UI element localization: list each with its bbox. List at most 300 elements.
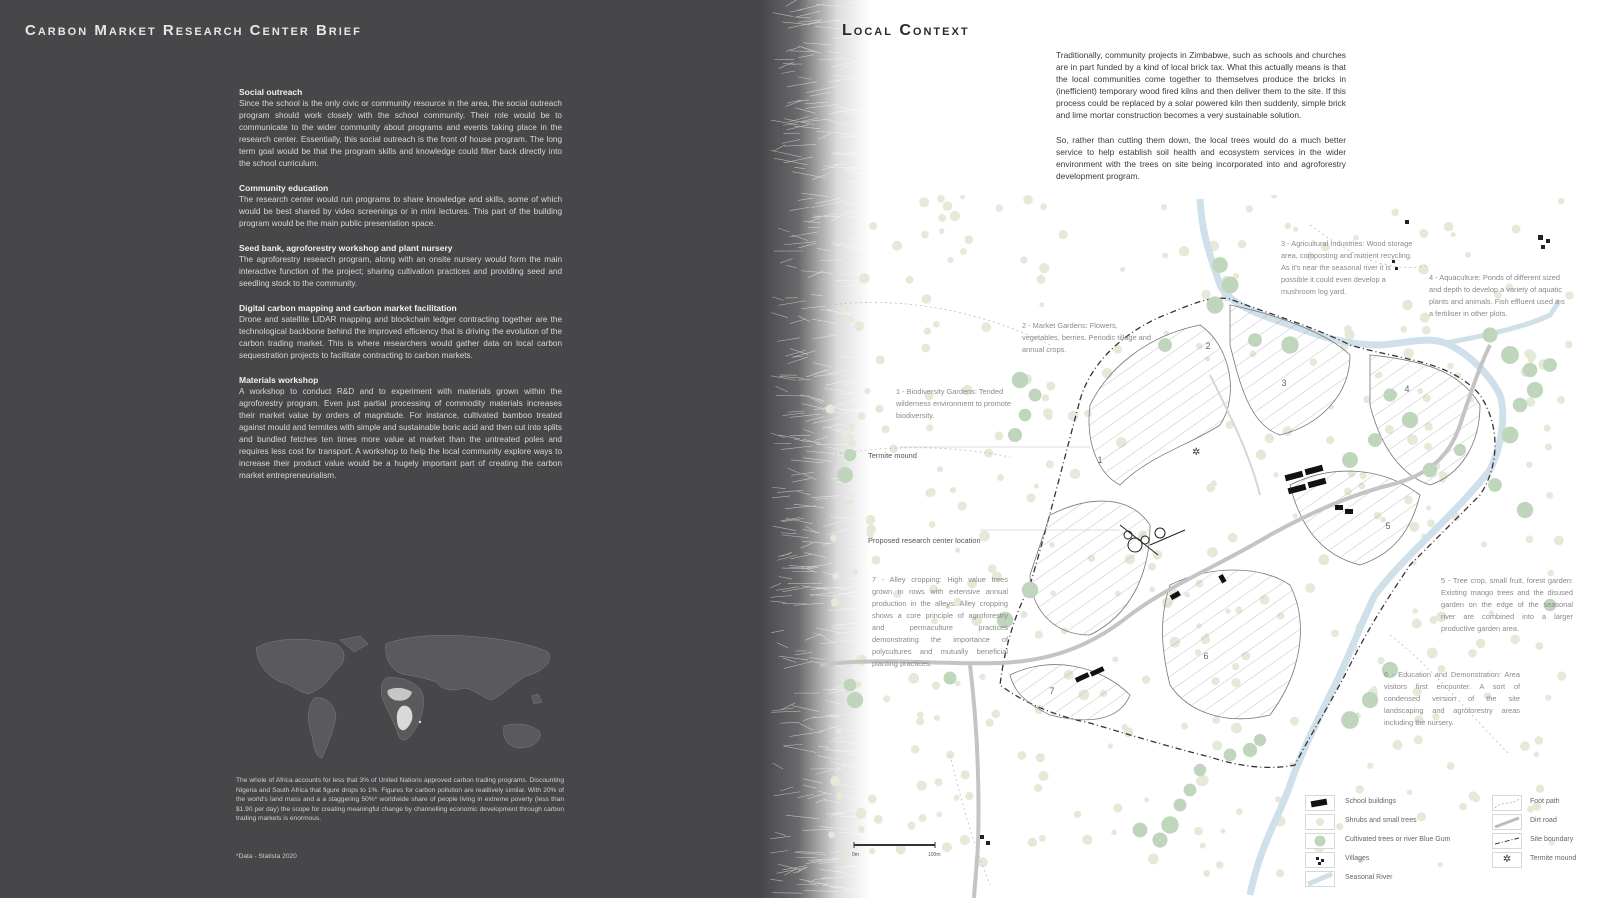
shrub [919, 197, 929, 207]
shrub [1444, 222, 1454, 232]
shrub [1036, 753, 1045, 762]
shrub [1290, 717, 1299, 726]
shrub [1161, 204, 1167, 210]
cultivated-tree [1543, 358, 1557, 372]
shrub [1265, 434, 1275, 444]
cultivated-tree [1248, 333, 1262, 347]
shrub [1200, 843, 1206, 849]
shrub [1074, 811, 1081, 818]
shrub [1409, 522, 1419, 532]
shrub [1377, 657, 1384, 664]
cultivated-tree [1243, 743, 1257, 757]
shrub [937, 466, 943, 472]
shrub [1557, 671, 1566, 680]
legend-label: Foot path [1530, 798, 1560, 805]
shrub [843, 432, 854, 443]
shrub [1326, 436, 1334, 444]
shrub [1181, 723, 1188, 730]
shrub [1039, 302, 1044, 307]
shrub [1108, 743, 1113, 748]
shrub [1149, 587, 1155, 593]
shrub [1481, 541, 1487, 547]
shrub [1148, 854, 1159, 865]
context-paragraph: So, rather than cutting them down, the local trees would do a much better service to help establish soil health and ecosystem services in the wider environment with the trees on site being incorporated into and agroforestry development program. [1056, 135, 1346, 181]
shrub [965, 792, 973, 800]
shrub [1402, 300, 1413, 311]
shrub [1468, 649, 1477, 658]
shrub [918, 814, 926, 822]
zone-number: 3 [1281, 378, 1287, 388]
shrub [1318, 554, 1329, 565]
shrub [883, 695, 890, 702]
section-heading: Digital carbon mapping and carbon market facilitation [239, 303, 457, 313]
context-text [1056, 49, 1346, 195]
shrub [1035, 631, 1043, 639]
shrub [1231, 723, 1242, 734]
shrub [942, 842, 952, 852]
shrub [871, 555, 880, 564]
shrub [1412, 619, 1422, 629]
cultivated-tree [1517, 502, 1533, 518]
shrub [846, 499, 853, 506]
shrub [1426, 505, 1431, 510]
legend-label: Villages [1345, 855, 1370, 862]
shrub [1404, 348, 1414, 358]
shrub [907, 822, 915, 830]
shrub [995, 432, 1004, 441]
shrub [992, 710, 1000, 718]
shrub [1344, 330, 1354, 340]
map-legend [1305, 795, 1595, 895]
building-blocks-icon [1305, 795, 1335, 811]
shrub [1558, 198, 1565, 205]
shrub [831, 598, 840, 607]
site-boundary-icon [1492, 833, 1522, 849]
cultivated-tree [1029, 389, 1042, 402]
shrub [943, 201, 953, 211]
shrub [869, 848, 875, 854]
cultivated-tree [837, 467, 853, 483]
shrub [1179, 246, 1189, 256]
cultivated-tree [1523, 363, 1538, 378]
shrub [955, 681, 961, 687]
shrub [926, 424, 933, 431]
cultivated-tree [1194, 764, 1206, 776]
shrub [830, 776, 841, 787]
shrub [1203, 870, 1210, 877]
shrub [882, 425, 890, 433]
cultivated-tree [1174, 799, 1187, 812]
cultivated-tree [1501, 346, 1519, 364]
section-heading: Materials workshop [239, 375, 319, 385]
cultivated-tree [1341, 711, 1359, 729]
cultivated-tree [1254, 734, 1266, 746]
shrub [828, 831, 835, 838]
zone-number: 2 [1205, 341, 1211, 351]
shrub [1046, 460, 1054, 468]
shrub [1451, 232, 1456, 237]
shrub [936, 812, 942, 818]
shrub [858, 412, 866, 420]
shrub [979, 531, 990, 542]
shrub [1273, 472, 1278, 477]
shrub [1111, 830, 1117, 836]
shrub [1162, 253, 1168, 259]
zone-number: 7 [1049, 686, 1055, 696]
shrub [1034, 784, 1042, 792]
shrub [934, 715, 940, 721]
shrub [1536, 785, 1544, 793]
label-market-gardens: 2 - Market Gardens: Flowers, vegetables, berries. Periodic tillage and annual crops. [1022, 321, 1152, 354]
cultivated-tree [1488, 478, 1502, 492]
shrub [1430, 616, 1438, 624]
shrub [1331, 630, 1339, 638]
shrub [1144, 797, 1149, 802]
shrub [1276, 869, 1284, 877]
shrub [1042, 394, 1049, 401]
shrub [1045, 412, 1053, 420]
cultivated-tree [944, 672, 957, 685]
cultivated-tree [1502, 427, 1519, 444]
shrub [1039, 771, 1049, 781]
shrub [875, 405, 883, 413]
cultivated-tree [847, 692, 863, 708]
shrub [955, 547, 960, 552]
zone-number: 1 [1097, 455, 1103, 465]
shrub [960, 835, 970, 845]
legend-label: Seasonal River [1345, 874, 1393, 881]
footpath-icon [1492, 795, 1522, 811]
shrub [1465, 252, 1471, 258]
section-heading: Seed bank, agroforestry workshop and plant nursery [239, 243, 453, 253]
label-tree-crop: 5 - Tree crop, small fruit, forest garden: Existing mango trees and the disused garden on the edge of the seasonal river are combined into a larger productive garden area. [1441, 576, 1573, 633]
cultivated-tree [1362, 692, 1378, 708]
shrub [1544, 425, 1551, 432]
legend-label: Termite mound [1530, 855, 1577, 862]
shrub [869, 222, 877, 230]
brief-sections [239, 86, 562, 494]
shrub [1427, 648, 1438, 659]
shrub [1212, 716, 1220, 724]
shrub [1228, 533, 1238, 543]
shrub [1082, 835, 1092, 845]
shrub [1528, 357, 1534, 363]
shrub [859, 273, 869, 283]
shrub [1023, 195, 1033, 205]
cultivated-tree [1022, 582, 1038, 598]
shrub [1400, 326, 1407, 333]
shrub [921, 231, 929, 239]
cultivated-tree [1161, 816, 1178, 833]
shrub [1211, 480, 1217, 486]
section-body: Drone and satellite LIDAR mapping and blockchain ledger contracting together are the technological backbone behind the improved efficiency that is driving the evolution of the carbon trading market. This is where researchers would gather data on local carbon sequestration projects to facilitate contracting to carbon markets. [239, 315, 562, 360]
section-body: Since the school is the only civic or community resource in the area, the social outreach program should work closely with the school community. Their role would be to communicate to the wider community about programs and events taking place in the research center. Essentially, this social outreach is the front of house program. The long term goal would be that the program skills and knowledge could filter back directly into the school curriculum. [239, 99, 562, 168]
shrub [921, 344, 930, 353]
shrub [876, 355, 885, 364]
shrub [981, 322, 991, 332]
cultivated-tree [844, 679, 857, 692]
shrub [1393, 740, 1403, 750]
shrub [932, 681, 940, 689]
shrub [950, 487, 956, 493]
shrub [1034, 484, 1039, 489]
shrub [958, 501, 967, 510]
shrub [1148, 563, 1156, 571]
scale-start: 0m [852, 852, 859, 858]
shrub [929, 521, 936, 528]
shrub [937, 195, 945, 203]
africa-footnote: The whole of Africa accounts for less that 3% of United Nations approved carbon trading programs. Discounting Nigeria and South Africa that figure drops to 1%. Figures for carbon pollution are realitively similar. With 20% of the world's land mass and a a staggering 50%* worldwide share of people living in extreme poverty (less than $1.90 per day) the scope for creating meaningful change by channelling economic development through carbon trading markets is enormous. [236, 777, 564, 823]
section-seed-bank [239, 242, 562, 290]
cultivated-tree [1513, 398, 1528, 413]
shrub [835, 728, 841, 734]
shrub [1070, 469, 1080, 479]
shrub [1512, 225, 1521, 234]
shrub [922, 294, 932, 304]
legend-label: Site boundary [1530, 836, 1574, 843]
shrub [935, 778, 943, 786]
shrub [855, 808, 866, 819]
shrub [1027, 493, 1036, 502]
dirt-road-icon [1492, 814, 1522, 830]
shrub [1391, 209, 1398, 216]
shrub [1363, 396, 1370, 403]
cultivated-tree [1152, 832, 1167, 847]
cultivated-tree [1368, 433, 1382, 447]
shrub [1246, 205, 1253, 212]
context-title: Local Context [842, 22, 970, 39]
zone-number: 5 [1385, 521, 1391, 531]
cultivated-tree [1527, 382, 1543, 398]
shrub [848, 424, 854, 430]
village-icon [1305, 852, 1335, 868]
shrub [964, 235, 973, 244]
shrub [917, 781, 927, 791]
section-materials-workshop [239, 374, 562, 482]
shrub [946, 751, 954, 759]
shrub [1422, 326, 1431, 335]
label-agricultural-industries: 3 - Agricultural Industries: Wood storage area, composting and nutrient recycling. As it's near the seasonal river it is possible it could even develop a mushroom log yard. [1281, 239, 1413, 296]
shrub [1526, 461, 1532, 467]
shrub [933, 321, 940, 328]
label-alley-cropping: 7 - Alley cropping: High value trees grown in rows with extensive annual production in the alleys. Alley cropping shows a core principle of agroforestry and permaculture practices demonstrating the importance of polycultures and mutually beneficial planting practices. [872, 575, 1008, 668]
shrub [1355, 785, 1363, 793]
shrub [864, 388, 870, 394]
shrub [1142, 675, 1150, 683]
shrub [960, 248, 967, 255]
shrub [1526, 535, 1534, 543]
cultivated-tree [1423, 463, 1437, 477]
shrub [1271, 195, 1277, 199]
cultivated-tree [1402, 412, 1418, 428]
context-paragraph: Traditionally, community projects in Zimbabwe, such as schools and churches are in part funded by a kind of local brick tax. What this actually means is that the local communities come together to themselves produce the bricks in (inefficient) temporary wood fired kilns and then deliver them to the site. If this process could be replaced by a solar powered kiln then suddenly, simple brick and lime mortar construction becomes a very sustainable solution. [1056, 50, 1346, 120]
termite-mound-icon: ✲ [1192, 447, 1201, 458]
shrub [924, 328, 931, 335]
shrub [1447, 762, 1455, 770]
shrub [1039, 263, 1049, 273]
shrub [858, 826, 865, 833]
shrub [1198, 775, 1209, 786]
cultivated-tree [1482, 327, 1497, 342]
data-source: *Data - Statista 2020 [236, 853, 297, 860]
shrub [1112, 656, 1118, 662]
shrub [1113, 803, 1122, 812]
shrub [1201, 290, 1211, 300]
shrub [840, 242, 846, 248]
shrub [866, 515, 876, 525]
shrub [1017, 751, 1026, 760]
shrub [1285, 223, 1291, 229]
shrub [1534, 752, 1539, 757]
shrub [979, 674, 985, 680]
shrub [1546, 492, 1553, 499]
shrub [1216, 861, 1224, 869]
shrub [1554, 536, 1564, 546]
legend-label: Shrubs and small trees [1345, 817, 1417, 824]
cultivated-tree [1008, 428, 1022, 442]
shrub [1220, 829, 1225, 834]
label-aquaculture: 4 - Aquaculture: Ponds of different sized and depth to develop a variety of aquatic plants and animals. Fish effluent used a s a fertiliser in other plots. [1429, 273, 1565, 318]
section-body: A workshop to conduct R&D and to experiment with materials grown within the agroforestry program. Even just partial processing of commodity materials increases their market value by orders of magnitude. For instance, cultivated bamboo treated against mould and termites with simple and sustainable boric acid and then cut into splits and bundled fetches ten times more value at market than the untreated poles and requires less cost for transport. A workshop to help the local community explore ways to increase their product value would be a hugely important part of creating the carbon market entrepreneurialism. [239, 387, 562, 480]
cultivated-tree [1184, 784, 1197, 797]
label-research-center: Proposed research center location [868, 536, 981, 545]
shrub [961, 770, 970, 779]
shrub [1194, 827, 1203, 836]
shrub [843, 851, 851, 859]
shrub [1120, 267, 1125, 272]
section-heading: Community education [239, 183, 329, 193]
shrub [960, 195, 965, 199]
section-body: The research center would run programs to share knowledge and skills, some of which would be best shared by video screenings or in mini lectures. This part of the building program would be the main public presentation space. [239, 195, 562, 228]
cultivated-tree [1342, 452, 1358, 468]
shrub [1367, 762, 1373, 768]
shrub [1418, 264, 1428, 274]
shrub [854, 321, 864, 331]
world-map-illustration [236, 630, 564, 768]
shrub [830, 534, 837, 541]
shrub [1238, 240, 1246, 248]
section-heading: Social outreach [239, 87, 303, 97]
cultivated-tree [1454, 444, 1466, 456]
cultivated-tree [1133, 823, 1148, 838]
section-digital-carbon [239, 302, 562, 362]
shrub [927, 488, 936, 497]
zone-number: 6 [1203, 651, 1209, 661]
shrub [916, 717, 924, 725]
river-icon [1305, 871, 1335, 887]
shrub [954, 795, 960, 801]
shrub [1510, 635, 1520, 645]
shrub [1040, 203, 1047, 210]
brief-panel [0, 0, 790, 898]
shrub [996, 204, 1004, 212]
shrub [950, 211, 960, 221]
shrub [1545, 695, 1551, 701]
shrub [1412, 608, 1418, 614]
shrub [1535, 642, 1543, 650]
cultivated-tree [1224, 749, 1237, 762]
shrub [1447, 363, 1454, 370]
shrub [852, 569, 858, 575]
shrub [1124, 727, 1134, 737]
shrub [868, 794, 877, 803]
shrub [1305, 583, 1315, 593]
shrub [1557, 396, 1565, 404]
shrub-icon [1305, 814, 1335, 830]
shrub [986, 719, 994, 727]
shrub [917, 711, 924, 718]
shrub [1419, 229, 1428, 238]
shrub [892, 241, 902, 251]
shrub [1039, 835, 1046, 842]
cultivated-tree [1212, 257, 1228, 273]
legend-label: School buildings [1345, 798, 1396, 805]
shrub [1476, 639, 1486, 649]
section-community-education [239, 182, 562, 230]
label-education: 6 - Education and Demonstration: Area visitors first encounter. A sort of condensed version of the site landscaping and agroforestry areas including the nursery. [1384, 670, 1520, 727]
label-biodiversity-gardens: 1 - Biodiversity Gardens: Tended wilderness environment to promote biodiversity. [896, 387, 1012, 420]
shrub [939, 228, 945, 234]
shrub [874, 815, 883, 824]
shrub [947, 257, 953, 263]
shrub [1059, 230, 1068, 239]
shrub [1256, 449, 1266, 459]
shrub [911, 745, 919, 753]
scale-end: 100m [928, 852, 941, 858]
shrub [1293, 227, 1298, 232]
cultivated-tree [844, 449, 856, 461]
shrub [1207, 547, 1218, 558]
shrub [1520, 741, 1530, 751]
cultivated-tree [1221, 276, 1238, 293]
brief-title: Carbon Market Research Center Brief [25, 22, 362, 39]
cultivated-tree [1158, 338, 1172, 352]
label-termite-mound: Termite mound [868, 451, 917, 460]
shrub [1535, 736, 1544, 745]
shrub [1545, 443, 1552, 450]
shrub [997, 474, 1004, 481]
shrub [906, 276, 914, 284]
cultivated-tree [1281, 336, 1298, 353]
section-body: The agroforestry research program, along with an onsite nursery would form the main interactive function of the project; sharing cultivation practices and providing seed and seedling stock to the community. [239, 255, 562, 288]
termite-mound-icon: ✲ [1492, 852, 1522, 868]
shrub [1236, 808, 1243, 815]
legend-label: Dirt road [1530, 817, 1557, 824]
shrub [1565, 341, 1572, 348]
shrub [847, 316, 854, 323]
shrub [833, 572, 840, 579]
shrub [1414, 735, 1423, 744]
shrub [836, 792, 844, 800]
shrub [1046, 381, 1055, 390]
shrub [826, 404, 835, 413]
shrub [938, 214, 946, 222]
shrub [908, 673, 919, 684]
zone-number: 4 [1404, 384, 1410, 394]
cultivated-tree [1206, 296, 1223, 313]
shrub [1212, 741, 1222, 751]
shrub [1020, 256, 1027, 263]
shrub [1036, 275, 1045, 284]
tree-icon [1305, 833, 1335, 849]
shrub [1020, 611, 1027, 618]
shrub [1292, 513, 1297, 518]
legend-label: Cultivated trees or river Blue Gum [1345, 836, 1451, 843]
cultivated-tree [1383, 388, 1396, 401]
shrub [841, 305, 848, 312]
section-social-outreach [239, 86, 562, 170]
shrub [1028, 838, 1037, 847]
